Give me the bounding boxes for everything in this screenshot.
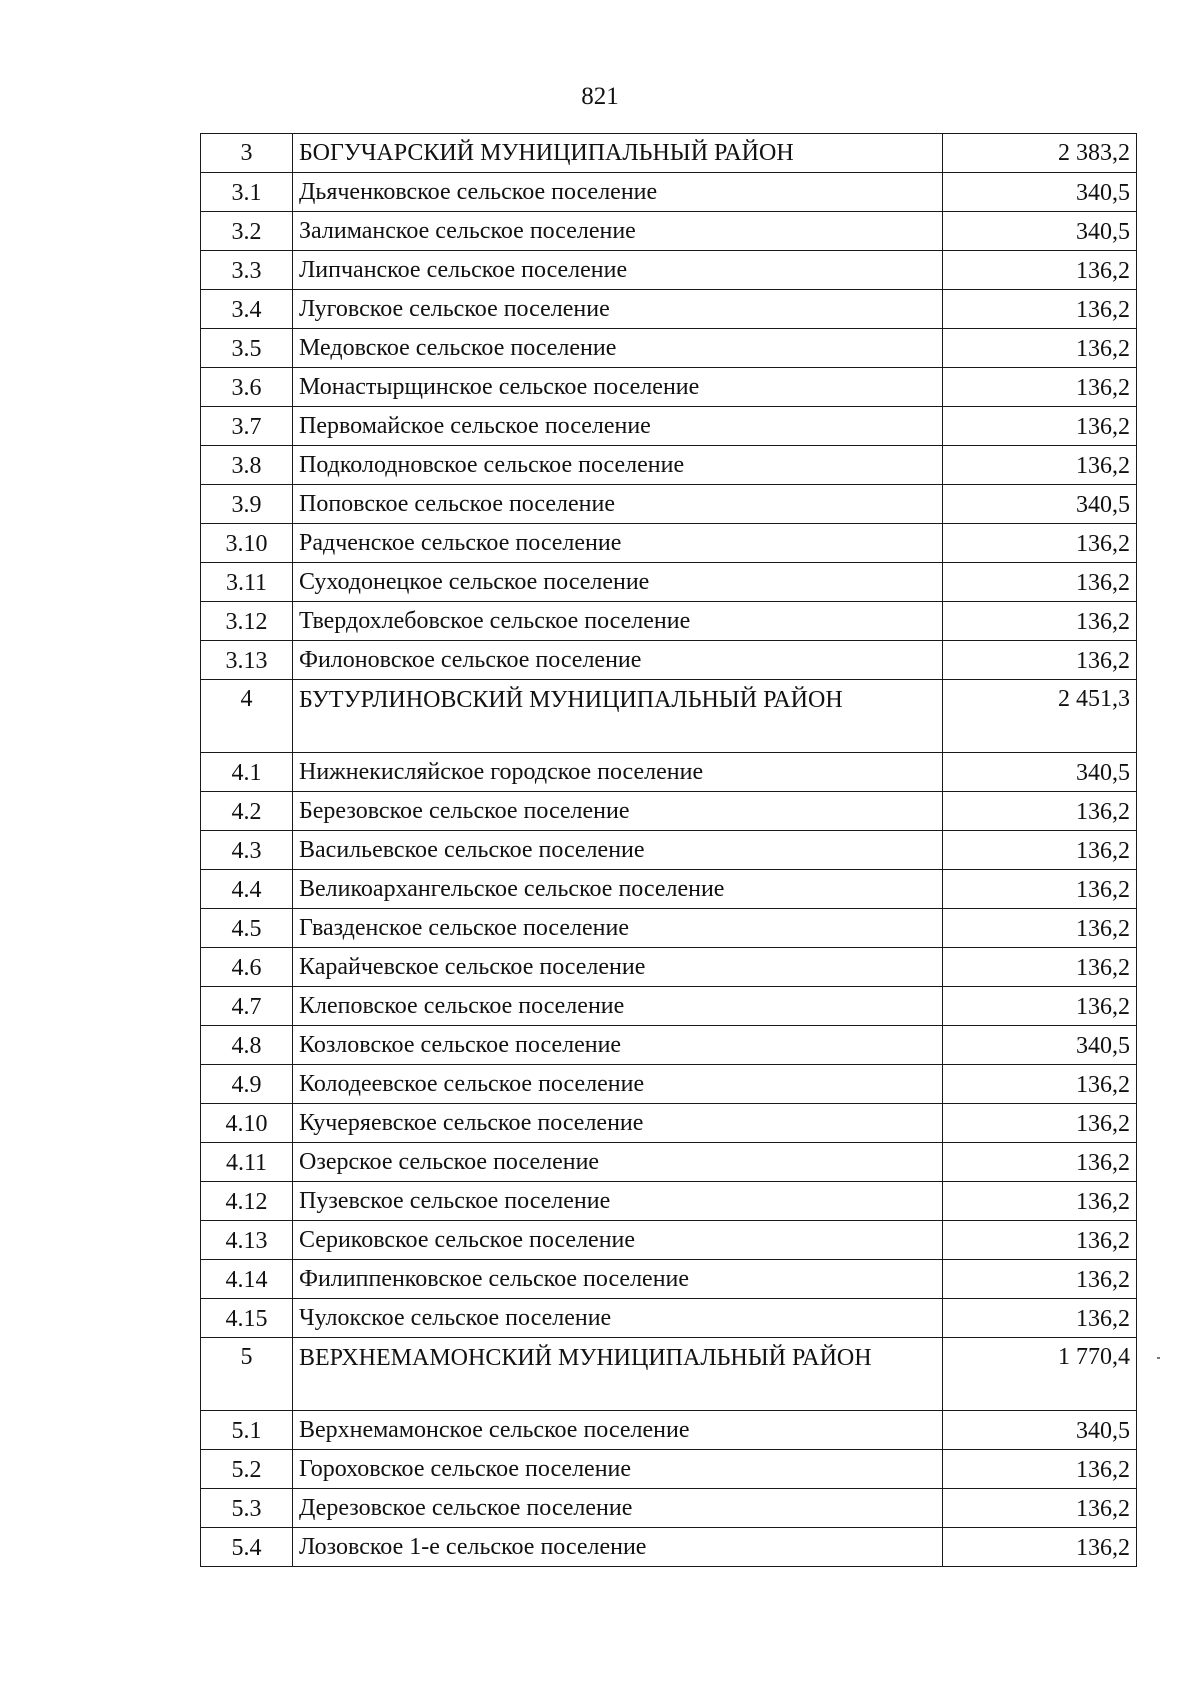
settlement-row — [201, 1026, 1137, 1065]
allocation-value: 136,2 — [943, 251, 1137, 290]
settlement-name: Филиппенковское сельское поселение — [293, 1260, 943, 1299]
settlement-row — [201, 290, 1137, 329]
settlement-row — [201, 446, 1137, 485]
row-number: 3.13 — [201, 641, 293, 680]
settlement-row — [201, 831, 1137, 870]
allocation-value: 136,2 — [943, 1450, 1137, 1489]
settlement-name: Чулокское сельское поселение — [293, 1299, 943, 1338]
district-row — [201, 680, 1137, 753]
allocation-value: 136,2 — [943, 407, 1137, 446]
settlement-name: Карайчевское сельское поселение — [293, 948, 943, 987]
row-number: 4.15 — [201, 1299, 293, 1338]
settlement-row — [201, 1489, 1137, 1528]
settlement-row — [201, 987, 1137, 1026]
settlement-row — [201, 563, 1137, 602]
row-number: 5.3 — [201, 1489, 293, 1528]
settlement-name: Козловское сельское поселение — [293, 1026, 943, 1065]
row-number: 3.2 — [201, 212, 293, 251]
settlement-name: Нижнекисляйское городское поселение — [293, 753, 943, 792]
allocation-value: 136,2 — [943, 1065, 1137, 1104]
settlement-row — [201, 173, 1137, 212]
settlement-name: Колодеевское сельское поселение — [293, 1065, 943, 1104]
row-number: 4.11 — [201, 1143, 293, 1182]
settlement-name: Залиманское сельское поселение — [293, 212, 943, 251]
allocation-value: 136,2 — [943, 909, 1137, 948]
row-number: 4.1 — [201, 753, 293, 792]
settlement-row — [201, 1182, 1137, 1221]
allocation-value: 136,2 — [943, 1221, 1137, 1260]
allocation-value: 2 383,2 — [943, 134, 1137, 173]
row-number: 3.7 — [201, 407, 293, 446]
settlement-name: Суходонецкое сельское поселение — [293, 563, 943, 602]
row-number: 3 — [201, 134, 293, 173]
allocation-value: 136,2 — [943, 602, 1137, 641]
settlement-name: Березовское сельское поселение — [293, 792, 943, 831]
settlement-name: Сериковское сельское поселение — [293, 1221, 943, 1260]
allocation-value: 136,2 — [943, 329, 1137, 368]
row-number: 4.10 — [201, 1104, 293, 1143]
allocation-value: 136,2 — [943, 1104, 1137, 1143]
settlement-row — [201, 1528, 1137, 1567]
row-number: 3.1 — [201, 173, 293, 212]
row-number: 4 — [201, 680, 293, 753]
settlement-row — [201, 909, 1137, 948]
row-number: 3.6 — [201, 368, 293, 407]
allocation-value: 136,2 — [943, 948, 1137, 987]
settlement-name: Твердохлебовское сельское поселение — [293, 602, 943, 641]
row-number: 3.12 — [201, 602, 293, 641]
allocation-value: 136,2 — [943, 792, 1137, 831]
settlement-name: Дерезовское сельское поселение — [293, 1489, 943, 1528]
allocation-value: 136,2 — [943, 1182, 1137, 1221]
allocation-value: 136,2 — [943, 290, 1137, 329]
settlement-row — [201, 212, 1137, 251]
allocation-value: 340,5 — [943, 753, 1137, 792]
page-number: 821 — [581, 83, 619, 110]
settlement-name: Радченское сельское поселение — [293, 524, 943, 563]
allocation-value: 2 451,3 — [943, 680, 1137, 753]
allocation-value: 136,2 — [943, 1260, 1137, 1299]
allocation-value: 340,5 — [943, 1026, 1137, 1065]
allocation-value: 136,2 — [943, 641, 1137, 680]
settlement-row — [201, 1450, 1137, 1489]
allocation-value: 340,5 — [943, 173, 1137, 212]
settlement-name: Липчанское сельское поселение — [293, 251, 943, 290]
allocation-table — [200, 133, 1137, 1567]
scan-speck — [1157, 1357, 1160, 1359]
allocation-value: 340,5 — [943, 212, 1137, 251]
district-row — [201, 134, 1137, 173]
row-number: 4.9 — [201, 1065, 293, 1104]
row-number: 4.5 — [201, 909, 293, 948]
settlement-name: Луговское сельское поселение — [293, 290, 943, 329]
allocation-value: 136,2 — [943, 987, 1137, 1026]
allocation-value: 136,2 — [943, 368, 1137, 407]
settlement-name: Кучеряевское сельское поселение — [293, 1104, 943, 1143]
row-number: 5.2 — [201, 1450, 293, 1489]
settlement-name: Монастырщинское сельское поселение — [293, 368, 943, 407]
settlement-name: Великоархангельское сельское поселение — [293, 870, 943, 909]
settlement-row — [201, 1411, 1137, 1450]
row-number: 3.3 — [201, 251, 293, 290]
settlement-name: Первомайское сельское поселение — [293, 407, 943, 446]
allocation-value: 136,2 — [943, 831, 1137, 870]
allocation-value: 136,2 — [943, 1528, 1137, 1567]
row-number: 4.14 — [201, 1260, 293, 1299]
settlement-row — [201, 1143, 1137, 1182]
settlement-row — [201, 1221, 1137, 1260]
settlement-row — [201, 1065, 1137, 1104]
row-number: 5.4 — [201, 1528, 293, 1567]
allocation-value: 340,5 — [943, 485, 1137, 524]
settlement-row — [201, 407, 1137, 446]
row-number: 3.8 — [201, 446, 293, 485]
allocation-value: 340,5 — [943, 1411, 1137, 1450]
district-row — [201, 1338, 1137, 1411]
row-number: 4.2 — [201, 792, 293, 831]
settlement-row — [201, 870, 1137, 909]
settlement-name: Озерское сельское поселение — [293, 1143, 943, 1182]
settlement-name: Поповское сельское поселение — [293, 485, 943, 524]
allocation-value: 136,2 — [943, 446, 1137, 485]
row-number: 4.6 — [201, 948, 293, 987]
settlement-row — [201, 753, 1137, 792]
allocation-value: 136,2 — [943, 1299, 1137, 1338]
settlement-row — [201, 485, 1137, 524]
settlement-name: Филоновское сельское поселение — [293, 641, 943, 680]
row-number: 5.1 — [201, 1411, 293, 1450]
row-number: 4.4 — [201, 870, 293, 909]
allocation-value: 1 770,4 — [943, 1338, 1137, 1411]
settlement-row — [201, 1104, 1137, 1143]
settlement-name: Гвазденское сельское поселение — [293, 909, 943, 948]
settlement-row — [201, 641, 1137, 680]
settlement-name: Верхнемамонское сельское поселение — [293, 1411, 943, 1450]
settlement-name: Пузевское сельское поселение — [293, 1182, 943, 1221]
district-name: ВЕРХНЕМАМОНСКИЙ МУНИЦИПАЛЬНЫЙ РАЙОН — [293, 1338, 943, 1411]
settlement-name: Медовское сельское поселение — [293, 329, 943, 368]
allocation-value: 136,2 — [943, 563, 1137, 602]
settlement-name: Подколодновское сельское поселение — [293, 446, 943, 485]
settlement-row — [201, 368, 1137, 407]
settlement-name: Васильевское сельское поселение — [293, 831, 943, 870]
row-number: 3.11 — [201, 563, 293, 602]
allocation-table-body — [201, 134, 1137, 1567]
settlement-row — [201, 948, 1137, 987]
settlement-row — [201, 524, 1137, 563]
settlement-row — [201, 1260, 1137, 1299]
allocation-value: 136,2 — [943, 1489, 1137, 1528]
row-number: 3.10 — [201, 524, 293, 563]
row-number: 4.13 — [201, 1221, 293, 1260]
district-name: БОГУЧАРСКИЙ МУНИЦИПАЛЬНЫЙ РАЙОН — [293, 134, 943, 173]
settlement-name: Гороховское сельское поселение — [293, 1450, 943, 1489]
row-number: 4.8 — [201, 1026, 293, 1065]
allocation-value: 136,2 — [943, 524, 1137, 563]
settlement-row — [201, 602, 1137, 641]
allocation-value: 136,2 — [943, 870, 1137, 909]
settlement-row — [201, 251, 1137, 290]
row-number: 3.9 — [201, 485, 293, 524]
settlement-name: Клеповское сельское поселение — [293, 987, 943, 1026]
settlement-name: Лозовское 1-е сельское поселение — [293, 1528, 943, 1567]
settlement-name: Дьяченковское сельское поселение — [293, 173, 943, 212]
row-number: 5 — [201, 1338, 293, 1411]
settlement-row — [201, 792, 1137, 831]
row-number: 4.12 — [201, 1182, 293, 1221]
row-number: 3.4 — [201, 290, 293, 329]
row-number: 3.5 — [201, 329, 293, 368]
settlement-row — [201, 1299, 1137, 1338]
allocation-value: 136,2 — [943, 1143, 1137, 1182]
district-name: БУТУРЛИНОВСКИЙ МУНИЦИПАЛЬНЫЙ РАЙОН — [293, 680, 943, 753]
row-number: 4.7 — [201, 987, 293, 1026]
settlement-row — [201, 329, 1137, 368]
row-number: 4.3 — [201, 831, 293, 870]
